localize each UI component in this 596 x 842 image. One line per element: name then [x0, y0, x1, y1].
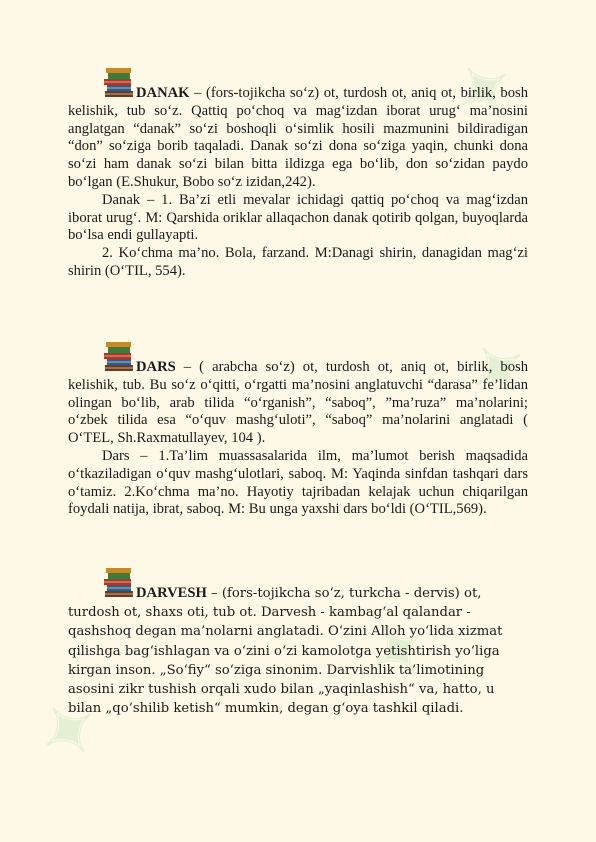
headword: DARVESH [136, 585, 207, 601]
entry-paragraph: Danak – 1. Ba’zi etli mevalar ichidagi qattiq po‘choq va mag‘izdan iborat urug‘. M: Qarshida oriklar allaqachon danak qotirib qolgan, buyoqlarda bo‘lsa endi gullayapti. [68, 191, 528, 244]
books-icon [102, 66, 136, 100]
watermark-shape: ✦ [22, 682, 116, 780]
books-icon [102, 340, 136, 374]
headword: DANAK [136, 85, 190, 101]
watermark-shape: ✦ [437, 42, 531, 140]
definition-text: – (fors-tojikcha so‘z) ot, turdosh ot, aniq ot, birlik, bosh kelishik, tub so‘z. Qattiq po‘choq va mag‘izdan iborat urug‘ ma’nosini anglatgan “danak” so‘zi boshoqli o‘simlik hosili mazmunini bildiradigan “don” so‘ziga borib taqaladi. Danak so‘zi dona so‘ziga yaqin, chunki dona so‘zi ham danak so‘zi bilan bitta ildizga ega bo‘lib, don so‘zidan paydo bo‘lgan (E.Shukur, Bobo so‘z izidan,242). [68, 85, 528, 190]
entry-paragraph [68, 582, 528, 718]
entry-paragraph: 2. Ko‘chma ma’no. Bola, farzand. M:Danagi shirin, danagidan mag‘zi shirin (O‘TIL, 554). [68, 245, 528, 279]
entry-danak [68, 82, 528, 281]
watermark-shape: ✦ [352, 602, 446, 700]
entry-dars [68, 356, 528, 519]
books-icon [102, 566, 136, 600]
definition-text: – (fors-tojikcha so‘z, turkcha - dervis) ot, turdosh ot, shaxs oti, tub ot. Darvesh - kambag‘al qalandar - qashshoq degan ma’nolarni anglatadi. O‘zini Alloh yo‘lida xizmat qilishga bag‘ishlagan va o‘zini o‘zi kamolotga yetishtirish yo‘liga kirgan inson. „So‘fiy“ so‘ziga sinonim. Darvishlik ta’limotining asosini zikr tushish orqali xudo bilan „yaqinlashish“ va, hatto, u bilan „qo‘shilib ketish“ mumkin, degan g‘oya tashkil qiladi. [68, 586, 503, 717]
entry-darvesh [68, 582, 528, 718]
watermark-shape: ✦ [452, 322, 546, 420]
entry-paragraph [68, 356, 528, 448]
entry-paragraph: Dars – 1.Ta’lim muassasalarida ilm, ma’lumot berish maqsadida o‘tkaziladigan o‘quv mashg‘ulotlari, saboq. M: Yaqinda sinfdan tashqari dars o‘tamiz. 2.Ko‘chma ma’no. Hayotiy tajribadan kelajak uchun chiqarilgan foydali natija, ibrat, saboq. M: Bu unga yaxshi dars bo‘ldi (O‘TIL,569). [68, 447, 528, 518]
headword: DARS [136, 359, 176, 375]
entry-paragraph [68, 82, 528, 192]
definition-text: – ( arabcha so‘z) ot, turdosh ot, aniq ot, birlik, bosh kelishik, tub. Bu so‘z o‘qitti, o‘rgatti ma’nosini anglatuvchi “darasa” fe’lidan olingan bo‘lib, arab tilida “o‘rganish”, “saboq”, ”ma’ruza” ma’nolarini; o‘zbek tilida esa “o‘quv mashg‘uloti”, “saboq” ma’nolarini anglatadi ( O‘TEL, Sh.Raxmatullayev, 104 ). [68, 359, 528, 447]
